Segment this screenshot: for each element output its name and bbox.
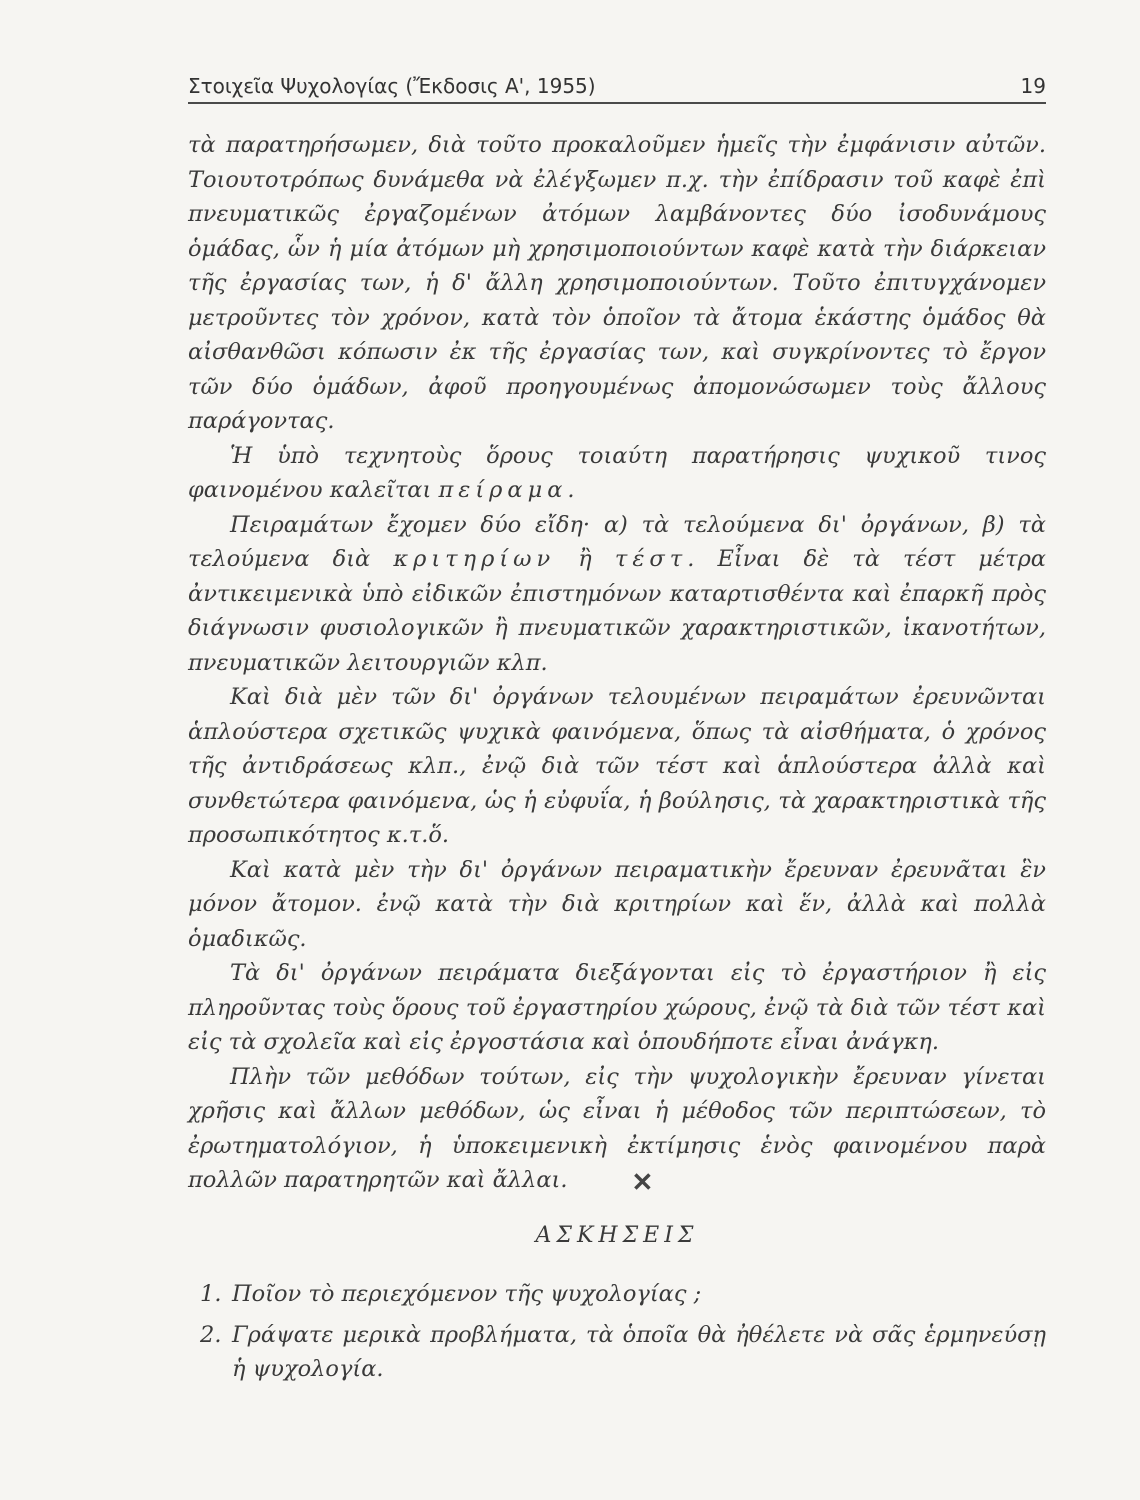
exercise-item <box>188 1277 1046 1312</box>
types-text-rest: Εἶναι δὲ τὰ τέστ μέτρα ἀντικειμενικὰ ὑπὸ εἰδικῶν ἐπιστημόνων καταρτισθέντα καὶ ἐπαρκῆ πρὸς διάγνωσιν φυσιολογικῶν ἢ πνευματικῶν χαρακτηριστικῶν, ἱκανοτήτων, πνευματικῶν λειτουργιῶν κλπ. <box>188 546 1046 676</box>
types-text: Πειραμάτων ἔχομεν δύο εἴδη· α) τὰ τελούμενα δι' ὀργάνων, β) τὰ τελούμενα διὰ <box>188 511 1046 572</box>
paragraph-experiment-definition <box>188 439 1046 508</box>
paragraph-instrument-vs-test: Καὶ διὰ μὲν τῶν δι' ὀργάνων τελουμένων πειραμάτων ἐρευνῶνται ἁπλούστερα σχετικῶς ψυχικὰ φαινόμενα, ὅπως τὰ αἰσθήματα, ὁ χρόνος τῆς ἀντιδράσεως κλπ., ἐνῷ διὰ τῶν τέστ καὶ ἁπλούστερα ἀλλὰ καὶ συνθετώτερα φαινόμενα, ὡς ἡ εὐφυΐα, ἡ βούλησις, τὰ χαρακτηριστικὰ τῆς προσωπικότητος κ.τ.ὅ. <box>188 684 1046 848</box>
paragraph-experiment-example: τὰ παρατηρήσωμεν, διὰ τοῦτο προκαλοῦμεν ἡμεῖς τὴν ἐμφάνισιν αὐτῶν. Τοιουτοτρόπως δυνάμεθα νὰ ἐλέγξωμεν π.χ. τὴν ἐπίδρασιν τοῦ καφὲ ἐπὶ πνευματικῶς ἐργαζομένων ἀτόμων λαμβάνοντες δύο ἰσοδυνάμους ὁμάδας, ὧν ἡ μία ἀτόμων μὴ χρησιμοποιούντων καφὲ κατὰ τὴν διάρκειαν τῆς ἐργασίας των, ἡ δ' ἄλλη χρησιμοποιούντων. Τοῦτο ἐπιτυγχάνομεν μετροῦντες τὸν χρόνον, κατὰ τὸν ὁποῖον τὰ ἄτομα ἑκάστης ὁμάδος θὰ αἰσθανθῶσι κόπωσιν ἐκ τῆς ἐργασίας των, καὶ συγκρίνοντες τὸ ἔργον τῶν δύο ὁμάδων, ἀφοῦ προηγουμένως ἀπομονώσωμεν τοὺς ἄλλους παράγοντας. <box>188 132 1046 434</box>
other-methods-text: Πλὴν τῶν μεθόδων τούτων, εἰς τὴν ψυχολογικὴν ἔρευναν γίνεται χρῆσις καὶ ἄλλων μεθόδων, ὡς εἶναι ἡ μέθοδος τῶν περιπτώσεων, τὸ ἐρωτηματολόγιον, ἡ ὑποκειμενικὴ ἐκτίμησις ἑνὸς φαινομένου παρὰ πολλῶν παρατηρητῶν καὶ ἄλλαι. <box>188 1063 1046 1193</box>
term-criteria: κριτηρίων <box>393 546 556 572</box>
paragraph-other-methods <box>188 1060 1046 1201</box>
definition-text: Ἡ ὑπὸ τεχνητοὺς ὅρους τοιαύτη παρατήρησις ψυχικοῦ τινος φαινομένου καλεῖται <box>188 442 1046 503</box>
period: . <box>567 477 575 503</box>
exercise-number: 2. <box>200 1321 222 1348</box>
term-experiment: πείραμα <box>438 477 568 503</box>
paragraph-individual-vs-group: Καὶ κατὰ μὲν τὴν δι' ὀργάνων πειραματικὴν ἔρευναν ἐρευνᾶται ἓν μόνον ἄτομον. ἐνῷ κατὰ τὴν διὰ κριτηρίων καὶ ἕν, ἀλλὰ καὶ πολλὰ ὁμαδικῶς. <box>188 856 1046 952</box>
or-word: ἢ <box>578 546 592 572</box>
running-header <box>188 72 1046 104</box>
page-number: 19 <box>1020 74 1046 98</box>
page-body <box>188 128 1046 1393</box>
exercise-text: Γράψατε μερικὰ προβλήματα, τὰ ὁποῖα θὰ ἠθέλετε νὰ σᾶς ἑρμηνεύσῃ ἡ ψυχολογία. <box>232 1321 1046 1382</box>
paragraph-laboratory: Τὰ δι' ὀργάνων πειράματα διεξάγονται εἰς τὸ ἐργαστήριον ἢ εἰς πληροῦντας τοὺς ὅρους τοῦ ἐργαστηρίου χώρους, ἐνῷ τὰ διὰ τῶν τέστ καὶ εἰς τὰ σχολεῖα καὶ εἰς ἐργοστάσια καὶ ὁπουδήποτε εἶναι ἀνάγκη. <box>188 960 1046 1055</box>
handwritten-x-mark: ✕ <box>631 1168 654 1198</box>
paragraph-experiment-types <box>188 508 1046 681</box>
exercises-heading: ΑΣΚΗΣΕΙΣ <box>535 1222 699 1248</box>
header-title: Στοιχεῖα Ψυχολογίας (Ἔκδοσις Α', 1955) <box>188 74 596 98</box>
exercise-text: Ποῖον τὸ περιεχόμενον τῆς ψυχολογίας ; <box>232 1281 702 1307</box>
exercise-number: 1. <box>200 1281 222 1307</box>
exercise-item <box>188 1318 1046 1387</box>
term-test: τέστ <box>614 546 688 572</box>
period: . <box>687 546 695 572</box>
